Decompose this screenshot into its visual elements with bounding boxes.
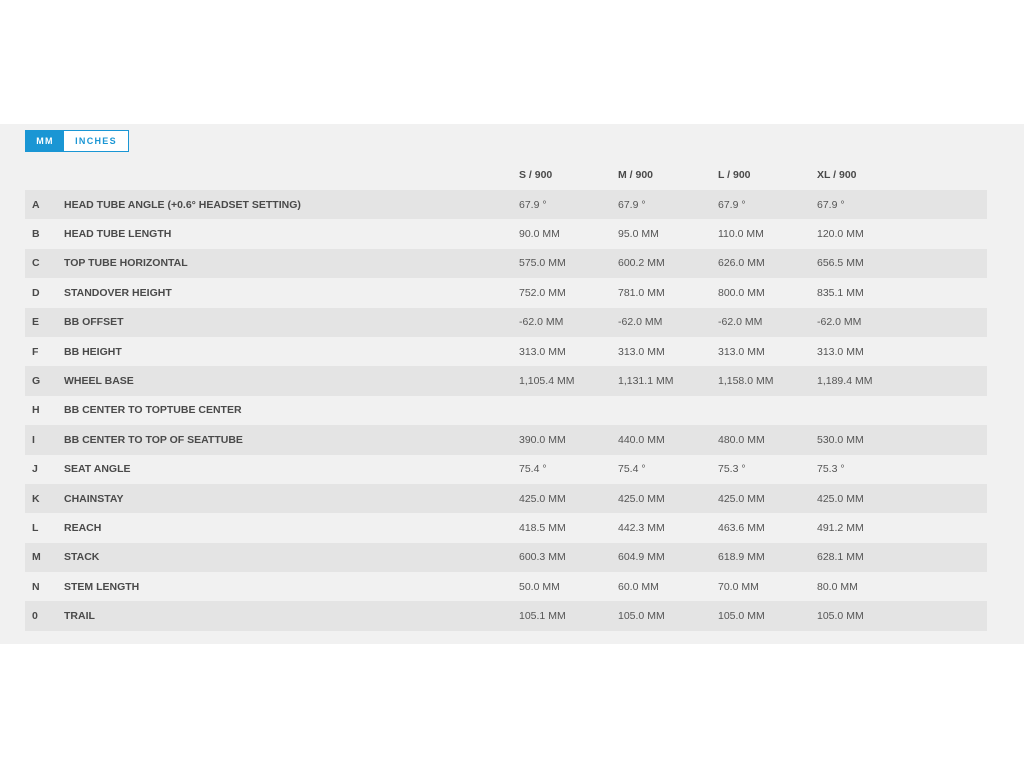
row-value-xl: 75.3 ° <box>817 463 845 476</box>
table-row <box>25 219 987 248</box>
row-parameter-name: STACK <box>64 551 100 564</box>
row-value-xl: 80.0 MM <box>817 580 858 593</box>
letter-header <box>25 160 64 190</box>
geometry-panel <box>0 124 1024 644</box>
row-parameter-name: TOP TUBE HORIZONTAL <box>64 257 188 270</box>
row-value-l: 480.0 MM <box>718 433 765 446</box>
size-header-xl: XL / 900 <box>817 169 857 181</box>
row-value-m: 440.0 MM <box>618 433 665 446</box>
row-value-m: 442.3 MM <box>618 521 665 534</box>
table-row <box>25 425 987 454</box>
row-letter: F <box>32 345 39 358</box>
row-parameter-name: BB CENTER TO TOP OF SEATTUBE <box>64 433 243 446</box>
row-letter: B <box>32 228 40 241</box>
row-parameter-name: STEM LENGTH <box>64 580 140 593</box>
table-row <box>25 337 987 366</box>
row-letter: H <box>32 404 40 417</box>
row-value-s: 752.0 MM <box>519 286 566 299</box>
row-value-s: 390.0 MM <box>519 433 566 446</box>
row-value-l <box>718 396 817 425</box>
row-value-l: 75.3 ° <box>718 463 746 476</box>
row-value-l: 463.6 MM <box>718 521 765 534</box>
row-value-l: 1,158.0 MM <box>718 375 774 388</box>
row-value-s: 105.1 MM <box>519 610 566 623</box>
row-value-m: 600.2 MM <box>618 257 665 270</box>
row-parameter-name: STANDOVER HEIGHT <box>64 286 172 299</box>
row-value-s: -62.0 MM <box>519 316 564 329</box>
table-row <box>25 396 987 425</box>
row-value-xl: 491.2 MM <box>817 521 864 534</box>
row-letter: C <box>32 257 40 270</box>
row-value-l: 110.0 MM <box>718 228 764 241</box>
row-value-m: 95.0 MM <box>618 228 659 241</box>
row-value-l: 425.0 MM <box>718 492 765 505</box>
row-parameter-name: WHEEL BASE <box>64 375 134 388</box>
row-value-l: 800.0 MM <box>718 286 765 299</box>
table-header-row <box>25 160 987 190</box>
row-parameter-name: BB OFFSET <box>64 316 124 329</box>
row-value-l: 626.0 MM <box>718 257 765 270</box>
table-row <box>25 484 987 513</box>
row-value-l: 313.0 MM <box>718 345 765 358</box>
row-value-s: 1,105.4 MM <box>519 375 575 388</box>
row-parameter-name: HEAD TUBE ANGLE (+0.6° HEADSET SETTING) <box>64 198 301 211</box>
row-value-m: 105.0 MM <box>618 610 665 623</box>
mm-unit-button[interactable]: MM <box>26 131 64 151</box>
row-value-m: 67.9 ° <box>618 198 646 211</box>
row-value-xl: 425.0 MM <box>817 492 864 505</box>
row-letter: G <box>32 375 41 388</box>
row-value-xl: 105.0 MM <box>817 610 864 623</box>
row-value-l: 70.0 MM <box>718 580 759 593</box>
table-row <box>25 572 987 601</box>
row-letter: 0 <box>32 610 38 623</box>
unit-toggle <box>25 130 129 152</box>
row-value-s: 67.9 ° <box>519 198 547 211</box>
table-row <box>25 366 987 395</box>
row-value-m: 604.9 MM <box>618 551 665 564</box>
row-letter: L <box>32 521 39 534</box>
row-value-m: 75.4 ° <box>618 463 646 476</box>
parameter-header <box>64 160 519 190</box>
table-row <box>25 455 987 484</box>
row-value-xl: -62.0 MM <box>817 316 862 329</box>
row-value-xl: 120.0 MM <box>817 228 864 241</box>
row-value-s: 575.0 MM <box>519 257 566 270</box>
row-value-m: 1,131.1 MM <box>618 375 674 388</box>
inches-unit-button[interactable]: INCHES <box>64 131 128 151</box>
row-letter: D <box>32 286 40 299</box>
row-value-s: 418.5 MM <box>519 521 566 534</box>
row-value-xl: 67.9 ° <box>817 198 845 211</box>
size-header-m: M / 900 <box>618 169 654 181</box>
row-value-m: 425.0 MM <box>618 492 665 505</box>
table-row <box>25 278 987 307</box>
row-letter: E <box>32 316 40 329</box>
row-parameter-name: SEAT ANGLE <box>64 463 131 476</box>
geometry-table <box>25 160 987 631</box>
row-value-s <box>519 396 618 425</box>
row-value-xl: 835.1 MM <box>817 286 864 299</box>
row-value-xl: 530.0 MM <box>817 433 864 446</box>
row-parameter-name: REACH <box>64 521 102 534</box>
row-letter: I <box>32 433 35 446</box>
row-value-s: 90.0 MM <box>519 228 560 241</box>
row-value-l: 105.0 MM <box>718 610 765 623</box>
table-row <box>25 190 987 219</box>
table-row <box>25 513 987 542</box>
row-value-m: 60.0 MM <box>618 580 659 593</box>
row-value-m: -62.0 MM <box>618 316 663 329</box>
row-parameter-name: HEAD TUBE LENGTH <box>64 228 172 241</box>
size-header-s: S / 900 <box>519 169 553 181</box>
row-letter: N <box>32 580 40 593</box>
row-value-m: 781.0 MM <box>618 286 665 299</box>
table-row <box>25 308 987 337</box>
table-row <box>25 601 987 630</box>
row-letter: K <box>32 492 40 505</box>
row-value-xl: 313.0 MM <box>817 345 864 358</box>
row-parameter-name: TRAIL <box>64 610 95 623</box>
row-value-s: 600.3 MM <box>519 551 566 564</box>
row-value-xl: 656.5 MM <box>817 257 864 270</box>
row-value-xl: 1,189.4 MM <box>817 375 873 388</box>
row-value-s: 313.0 MM <box>519 345 566 358</box>
row-letter: J <box>32 463 38 476</box>
row-value-xl <box>817 396 987 425</box>
table-row <box>25 543 987 572</box>
row-value-s: 50.0 MM <box>519 580 560 593</box>
row-value-m: 313.0 MM <box>618 345 665 358</box>
row-parameter-name: BB CENTER TO TOPTUBE CENTER <box>64 404 242 417</box>
size-header-l: L / 900 <box>718 169 751 181</box>
row-value-l: -62.0 MM <box>718 316 763 329</box>
row-value-s: 75.4 ° <box>519 463 547 476</box>
row-parameter-name: BB HEIGHT <box>64 345 122 358</box>
row-value-l: 618.9 MM <box>718 551 765 564</box>
row-parameter-name: CHAINSTAY <box>64 492 124 505</box>
row-value-l: 67.9 ° <box>718 198 746 211</box>
row-value-xl: 628.1 MM <box>817 551 864 564</box>
row-letter: M <box>32 551 41 564</box>
row-value-s: 425.0 MM <box>519 492 566 505</box>
row-letter: A <box>32 198 40 211</box>
row-value-m <box>618 396 718 425</box>
table-row <box>25 249 987 278</box>
